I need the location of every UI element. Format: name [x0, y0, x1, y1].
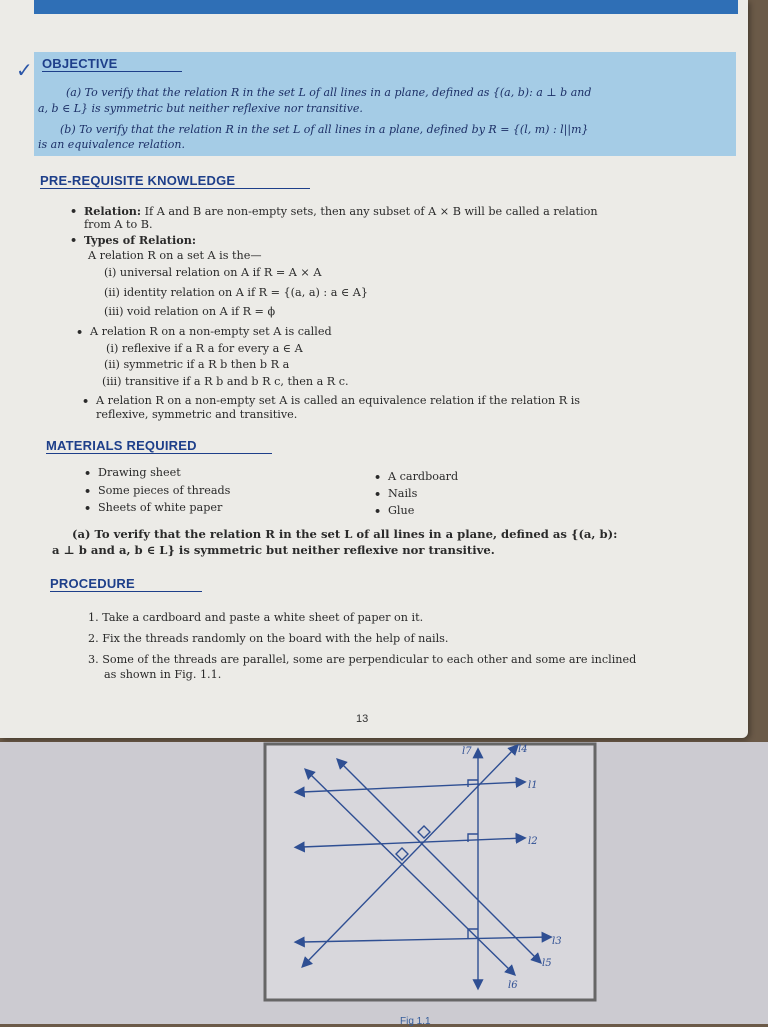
label-l6: l6 — [508, 980, 518, 991]
prereq-relation-cont: from A to B. — [84, 218, 153, 231]
prereq-type-iii: (iii) void relation on A if R = ϕ — [104, 305, 276, 318]
label-l3: l3 — [552, 936, 562, 947]
materials-heading: MATERIALS REQUIRED — [46, 438, 272, 454]
material-item: • Nails — [388, 487, 417, 500]
prereq-relation: • Relation: If A and B are non-empty sets, then any subset of A × B will be called a relation — [84, 204, 598, 218]
procedure-step1: 1. Take a cardboard and paste a white sheet of paper on it. — [88, 611, 424, 624]
label-l4: l4 — [518, 744, 528, 755]
procedure-step2: 2. Fix the threads randomly on the board with the help of nails. — [88, 632, 449, 645]
prereq-called-ii: (ii) symmetric if a R b then b R a — [104, 358, 290, 371]
procedure-step3-line1: 3. Some of the threads are parallel, some are perpendicular to each other and some are inclined — [88, 653, 637, 666]
label-l5: l5 — [542, 958, 552, 969]
objective-a-line2: a, b ∈ L} is symmetric but neither reflexive nor transitive. — [38, 102, 363, 115]
material-item: • A cardboard — [388, 470, 458, 483]
material-item: • Glue — [388, 504, 414, 517]
procedure-step3-line2: as shown in Fig. 1.1. — [104, 668, 222, 681]
prereq-heading: PRE-REQUISITE KNOWLEDGE — [40, 173, 310, 189]
label-l1: l1 — [528, 780, 538, 791]
objective-heading: OBJECTIVE — [42, 56, 182, 72]
prereq-called-i: (i) reflexive if a R a for every a ∈ A — [106, 342, 303, 355]
checkmark-icon: ✓ — [16, 58, 33, 82]
page-number: 13 — [356, 713, 369, 725]
label-l2: l2 — [528, 836, 538, 847]
prereq-called-intro: • A relation R on a non-empty set A is called — [90, 325, 332, 338]
prereq-type-i: (i) universal relation on A if R = A × A — [104, 266, 322, 279]
part-a-line2: a ⊥ b and a, b ∈ L} is symmetric but neither reflexive nor transitive. — [52, 543, 495, 557]
prereq-called-iii: (iii) transitive if a R b and b R c, then a R c. — [102, 375, 349, 388]
objective-a-line1: (a) To verify that the relation R in the set L of all lines in a plane, defined as {(a, b): a ⊥ b and — [66, 86, 592, 99]
prereq-types-label: • Types of Relation: — [84, 233, 196, 247]
prereq-types-intro: A relation R on a set A is the— — [88, 249, 262, 262]
procedure-heading: PROCEDURE — [50, 576, 202, 592]
prereq-equiv-line2: reflexive, symmetric and transitive. — [96, 408, 298, 421]
material-item: • Sheets of white paper — [98, 501, 222, 514]
prereq-type-ii: (ii) identity relation on A if R = {(a, a) : a ∈ A} — [104, 286, 368, 299]
label-l7: l7 — [462, 746, 472, 757]
objective-b-line2: is an equivalence relation. — [38, 138, 185, 151]
page-top-bar — [34, 0, 738, 14]
prereq-equiv-line1: • A relation R on a non-empty set A is called an equivalence relation if the relation R is — [96, 394, 580, 407]
material-item: • Drawing sheet — [98, 466, 181, 479]
figure-1-1 — [262, 742, 622, 1012]
part-a-line1: (a) To verify that the relation R in the set L of all lines in a plane, defined as {(a, b): — [72, 527, 618, 541]
material-item: • Some pieces of threads — [98, 484, 230, 497]
figure-caption: Fig 1.1 — [400, 1016, 431, 1027]
objective-b-line1: (b) To verify that the relation R in the set L of all lines in a plane, defined by R = {(l, m) : l||m} — [60, 123, 589, 136]
